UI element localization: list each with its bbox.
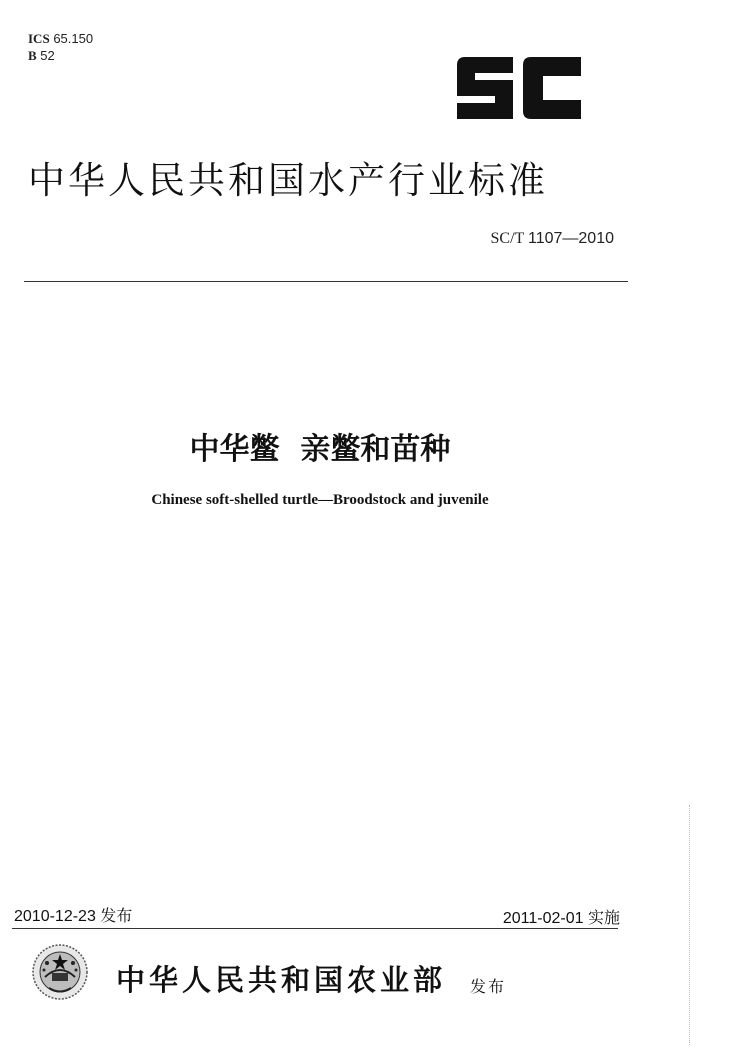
ccs-label: B — [28, 48, 37, 63]
classification-codes — [28, 30, 93, 64]
footer-divider — [12, 928, 618, 929]
effective-date — [503, 905, 620, 928]
standard-number-code: 1107—2010 — [528, 230, 614, 247]
publish-label: 发布 — [470, 977, 507, 996]
national-emblem-icon — [31, 943, 89, 1001]
issuing-authority: 中华人民共和国农业部 — [116, 963, 447, 997]
scan-edge-line — [689, 805, 690, 1045]
ccs-code-line — [28, 47, 93, 64]
standard-number — [491, 230, 615, 248]
issue-date — [14, 903, 132, 926]
sc-logo-letter-c — [523, 57, 581, 119]
ics-label: ICS — [28, 31, 50, 46]
document-title-english: Chinese soft-shelled turtle—Broodstock and juvenile — [151, 492, 489, 508]
sc-logo-letter-s — [457, 57, 513, 119]
document-title-chinese: 中华鳖 亲鳖和苗种 — [189, 432, 451, 467]
issue-date-label: 发布 — [100, 908, 133, 925]
standard-title: 中华人民共和国水产行业标准 — [28, 159, 548, 202]
header-divider — [24, 281, 628, 282]
sc-logo — [457, 57, 581, 119]
effective-date-label: 实施 — [587, 910, 620, 927]
ics-code: 65.150 — [53, 31, 94, 46]
issue-date-value: 2010-12-23 — [14, 908, 96, 925]
effective-date-value: 2011-02-01 — [502, 910, 584, 927]
ccs-code: 52 — [40, 48, 55, 63]
standard-number-prefix: SC/T — [490, 230, 524, 247]
ics-code-line — [28, 30, 93, 47]
